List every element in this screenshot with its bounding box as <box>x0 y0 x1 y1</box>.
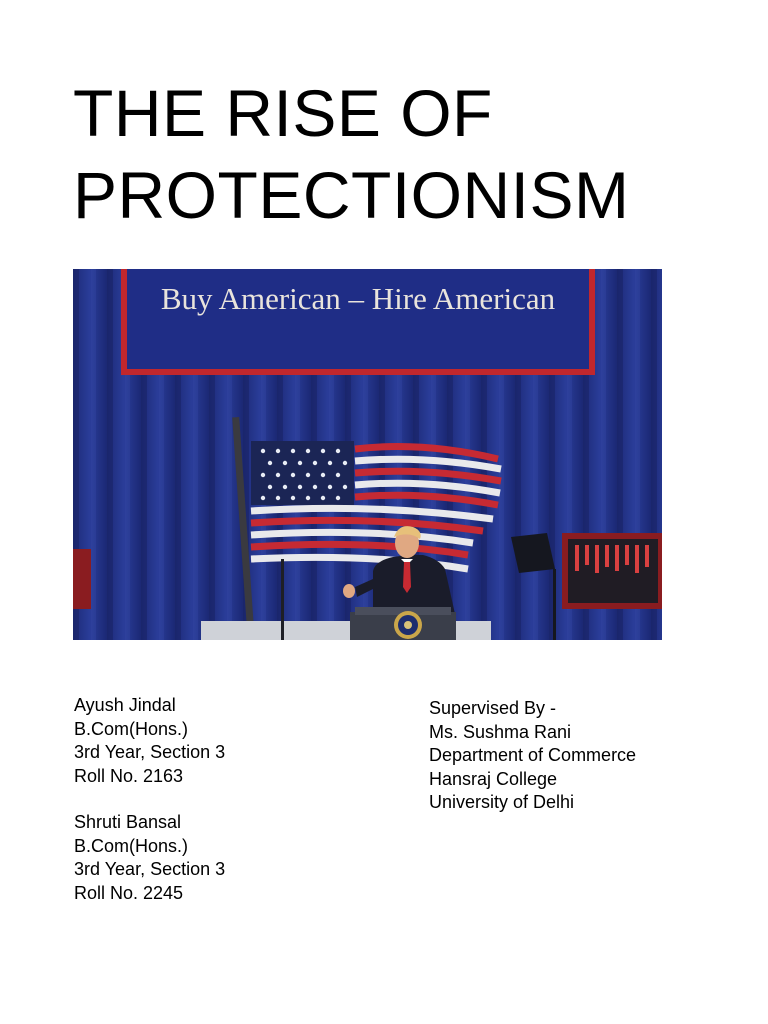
tool-chest <box>562 533 662 609</box>
podium <box>350 607 456 640</box>
tool-chest-left <box>73 549 91 609</box>
mic-stand <box>281 559 284 640</box>
author-year-section: 3rd Year, Section 3 <box>74 859 226 879</box>
author-name: Ayush Jindal <box>74 695 176 715</box>
banner <box>121 269 595 375</box>
author-year-section: 3rd Year, Section 3 <box>74 742 226 762</box>
supervisor-university: University of Delhi <box>429 792 575 812</box>
title-line-2: PROTECTIONISM <box>73 158 630 232</box>
title-line-1: THE RISE OF <box>73 76 493 150</box>
supervisor-name: Ms. Sushma Rani <box>429 721 572 742</box>
supervisor-heading: Supervised By - <box>429 698 557 718</box>
author-roll: Roll No. 2245 <box>74 882 184 903</box>
author-course: B.Com(Hons.) <box>74 835 189 856</box>
cover-photo <box>73 269 662 640</box>
author-block <box>74 811 225 905</box>
author-course: B.Com(Hons.) <box>74 718 189 739</box>
page-title <box>73 72 713 236</box>
author-roll: Roll No. 2163 <box>74 765 184 786</box>
author-block <box>74 694 225 788</box>
supervisor-section <box>429 697 636 815</box>
author-name: Shruti Bansal <box>74 812 182 832</box>
authors-section <box>74 694 225 928</box>
supervisor-department: Department of Commerce <box>429 745 637 765</box>
supervisor-college: Hansraj College <box>429 768 558 789</box>
banner-text: Buy American – Hire American <box>160 281 556 316</box>
